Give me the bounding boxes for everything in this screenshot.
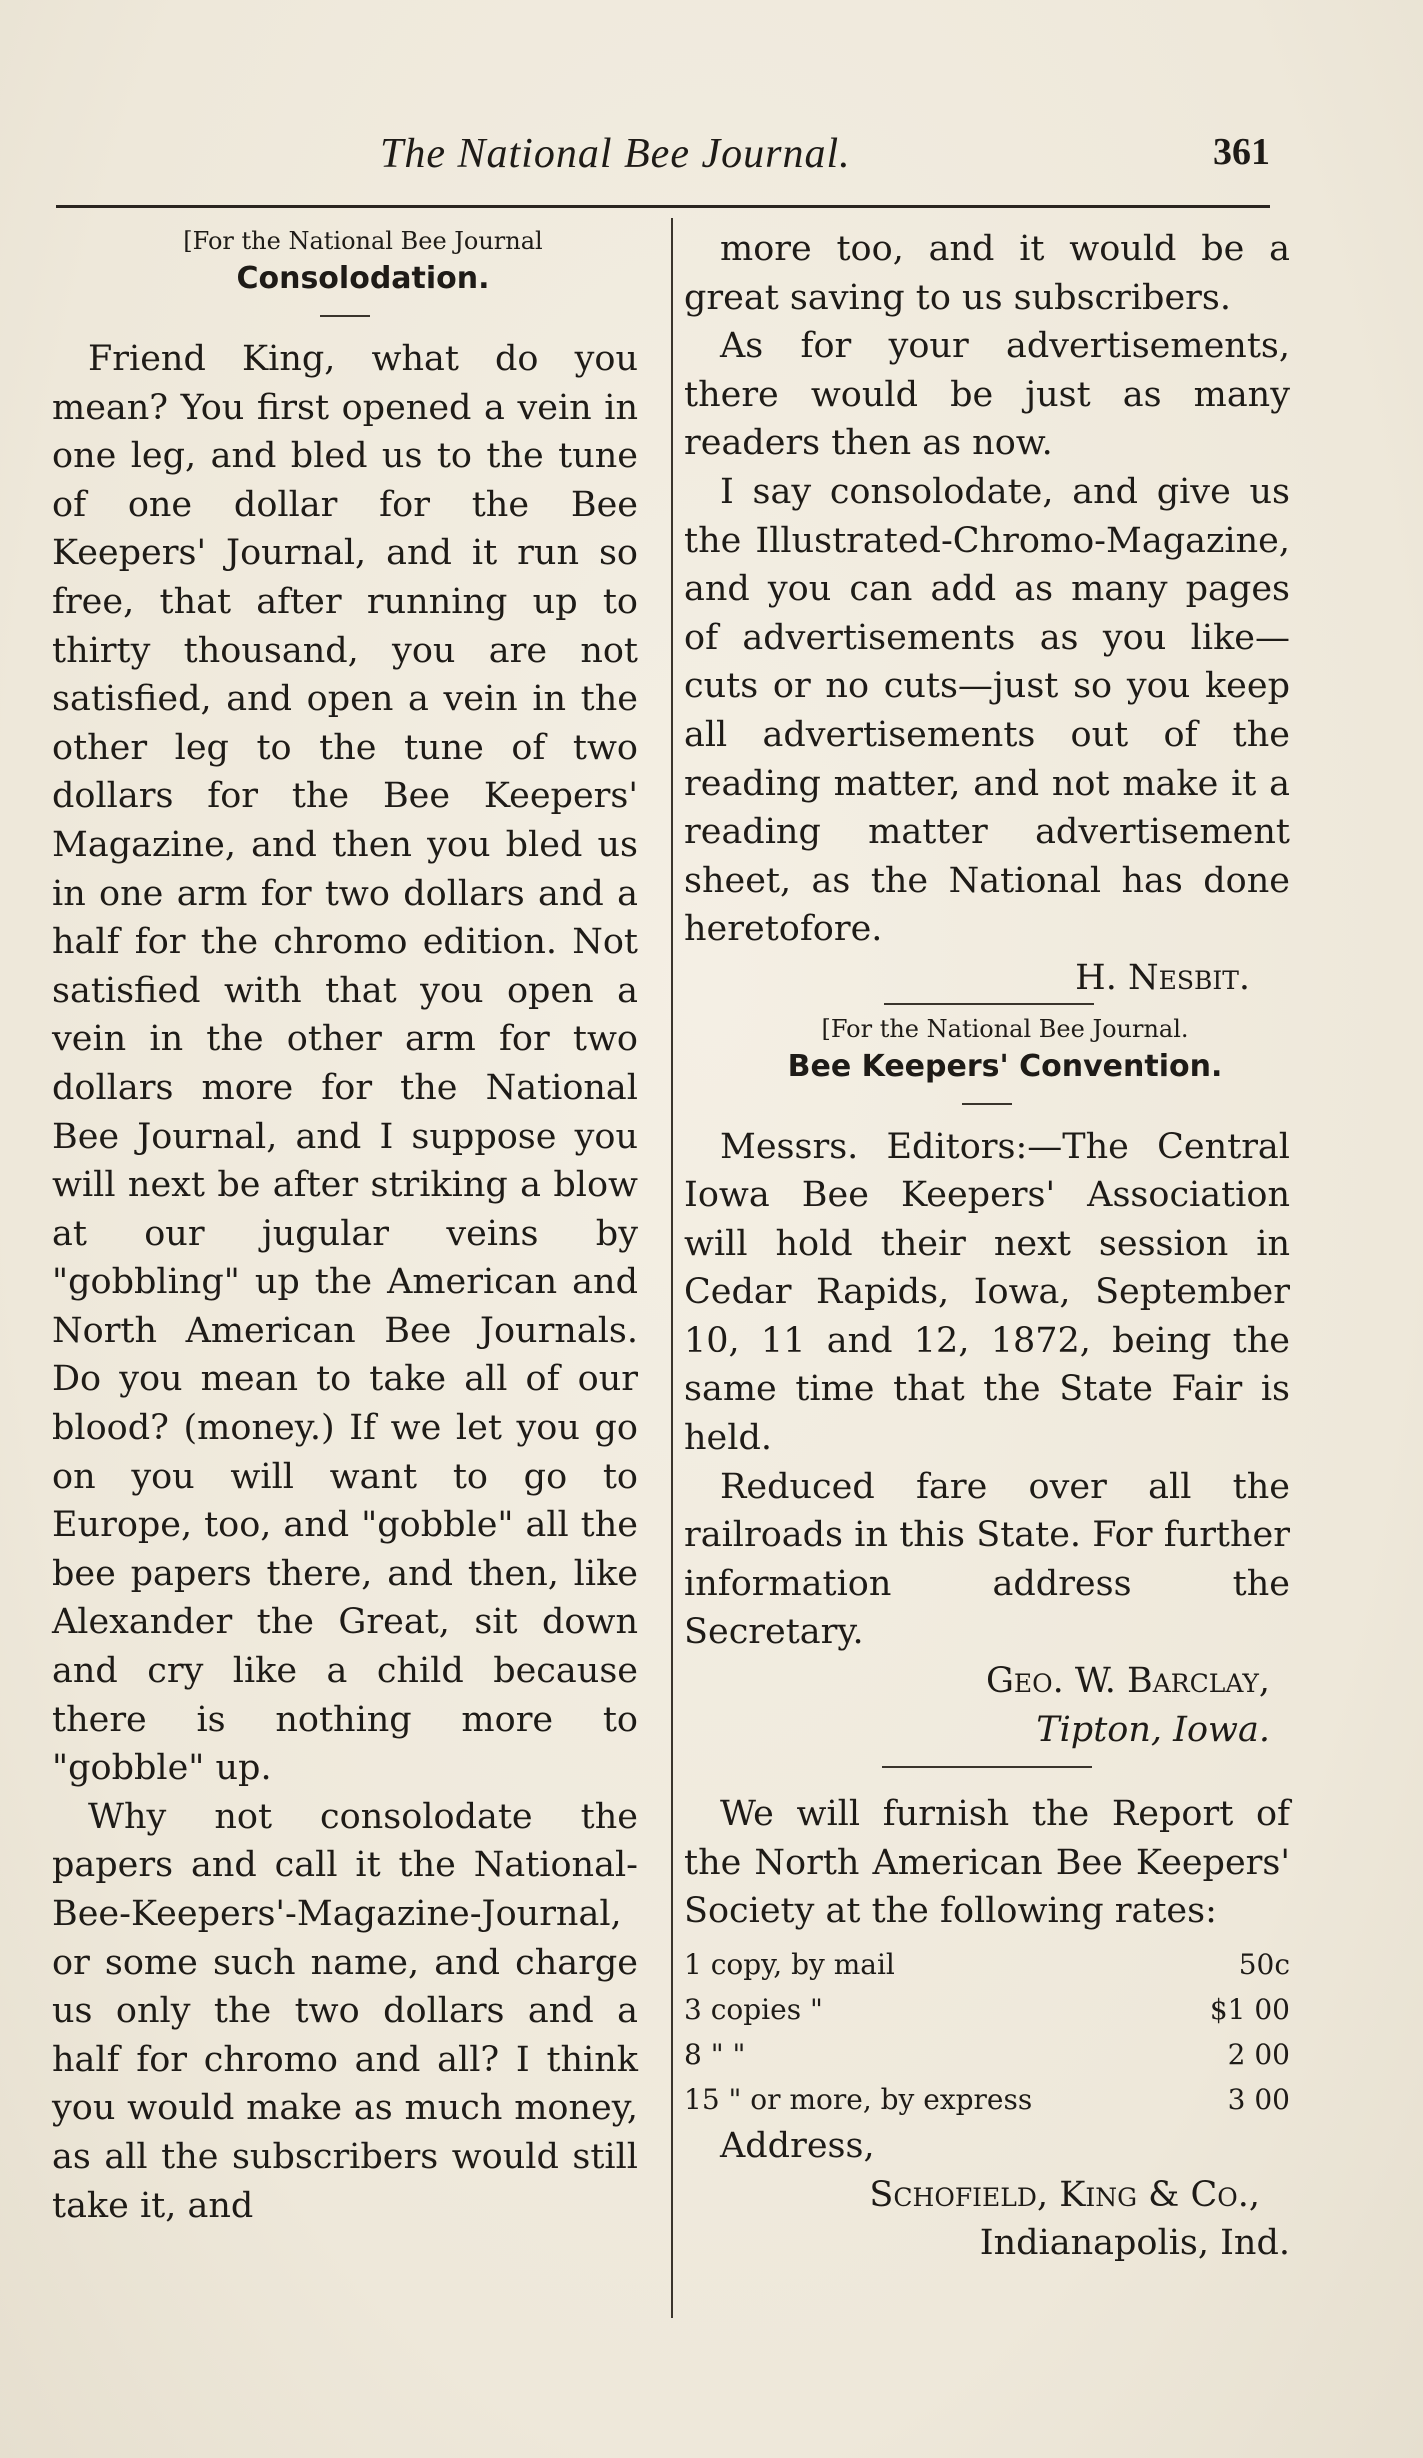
signature-place: Tipton, Iowa. <box>1036 1709 1270 1750</box>
article-heading: Consolodation. <box>236 261 490 296</box>
rate-price: 50c <box>1238 1948 1290 1981</box>
page-header <box>60 130 1270 190</box>
article-paragraph: As for your advertisements, there would be just as many readers then as now. <box>684 326 1290 464</box>
table-row <box>684 1987 1290 2032</box>
header-rule <box>56 205 1270 208</box>
article-paragraph: Reduced fare over all the railroads in this State. For further information address the Secretary. <box>684 1466 1290 1653</box>
right-column <box>684 225 1290 2268</box>
rate-price: 3 00 <box>1227 2083 1290 2116</box>
rate-quantity: 1 copy, by mail <box>684 1948 895 1981</box>
rate-quantity: 3 copies " <box>684 1993 823 2026</box>
journal-title: The National Bee Journal. <box>380 131 851 177</box>
table-row <box>684 2032 1290 2077</box>
rate-quantity: 8 " " <box>684 2038 746 2071</box>
article-paragraph: Messrs. Editors:—The Central Iowa Bee Keepers' Association will hold their next session in Cedar Rapids, Iowa, September 10, 11 and 12, 1872, being the same time that the State Fair is held. <box>684 1126 1290 1459</box>
signature-name: Geo. W. Barclay, <box>985 1661 1270 1702</box>
article-paragraph: I say consolodate, and give us the Illustrated-Chromo-Magazine, and you can add as many pages of advertisements as you like—cuts or no cuts—just so you keep all advertisements out of the reading matter, and not make it a reading matter advertisement sheet, as the National has done heretofore. <box>684 471 1290 950</box>
article-heading: Bee Keepers' Convention. <box>787 1048 1223 1084</box>
section-rule <box>882 1766 1092 1768</box>
article-credit: [For the National Bee Journal <box>183 227 543 255</box>
article-paragraph: more too, and it would be a great saving to us subscribers. <box>684 229 1290 318</box>
notice-paragraph: We will furnish the Report of the North American Bee Keepers' Society at the following rates: <box>684 1794 1290 1932</box>
section-rule <box>884 1003 1094 1005</box>
left-column <box>52 225 638 2230</box>
article-paragraph: Why not consolodate the papers and call it the National-Bee-Keepers'-Magazine-Journal, or some such name, and charge us only the two dollars and a half for chromo and all? I think you would make as much money, as all the subscribers would still take it, and <box>52 1796 638 2226</box>
heading-rule <box>320 315 370 317</box>
article-credit: [For the National Bee Journal. <box>821 1014 1189 1043</box>
rates-table <box>684 1942 1290 2122</box>
page-number: 361 <box>1213 131 1270 173</box>
table-row <box>684 1942 1290 1987</box>
rate-quantity: 15 " or more, by express <box>684 2083 1033 2116</box>
rate-price: 2 00 <box>1227 2038 1290 2071</box>
address-name: Schofield, King & Co., <box>869 2174 1260 2215</box>
table-row <box>684 2077 1290 2122</box>
heading-rule <box>962 1103 1012 1105</box>
column-divider <box>671 218 673 2318</box>
article-paragraph: Friend King, what do you mean? You first opened a vein in one leg, and bled us to the tune of one dollar for the Bee Keepers' Journal, and it run so free, that after running up to thirty thousand, you are not satisfied, and open a vein in the other leg to the tune of two dollars for the Bee Keepers' Magazine, and then you bled us in one arm for two dollars and a half for the chromo edition. Not satisfied with that you open a vein in the other arm for two dollars more for the National Bee Journal, and I suppose you will next be after striking a blow at our jugular veins by "gobbling" up the American and North American Bee Journals. Do you mean to take all of our blood? (money.) If we let you go on you will want to go to Europe, too, and "gobble" all the bee papers there, and then, like Alexander the Great, sit down and cry like a child because there is nothing more to "gobble" up. <box>52 339 638 1789</box>
article-signature: H. Nesbit. <box>1075 957 1250 998</box>
rate-price: $1 00 <box>1209 1993 1290 2026</box>
address-city: Indianapolis, Ind. <box>979 2223 1290 2264</box>
address-label: Address, <box>720 2126 875 2166</box>
